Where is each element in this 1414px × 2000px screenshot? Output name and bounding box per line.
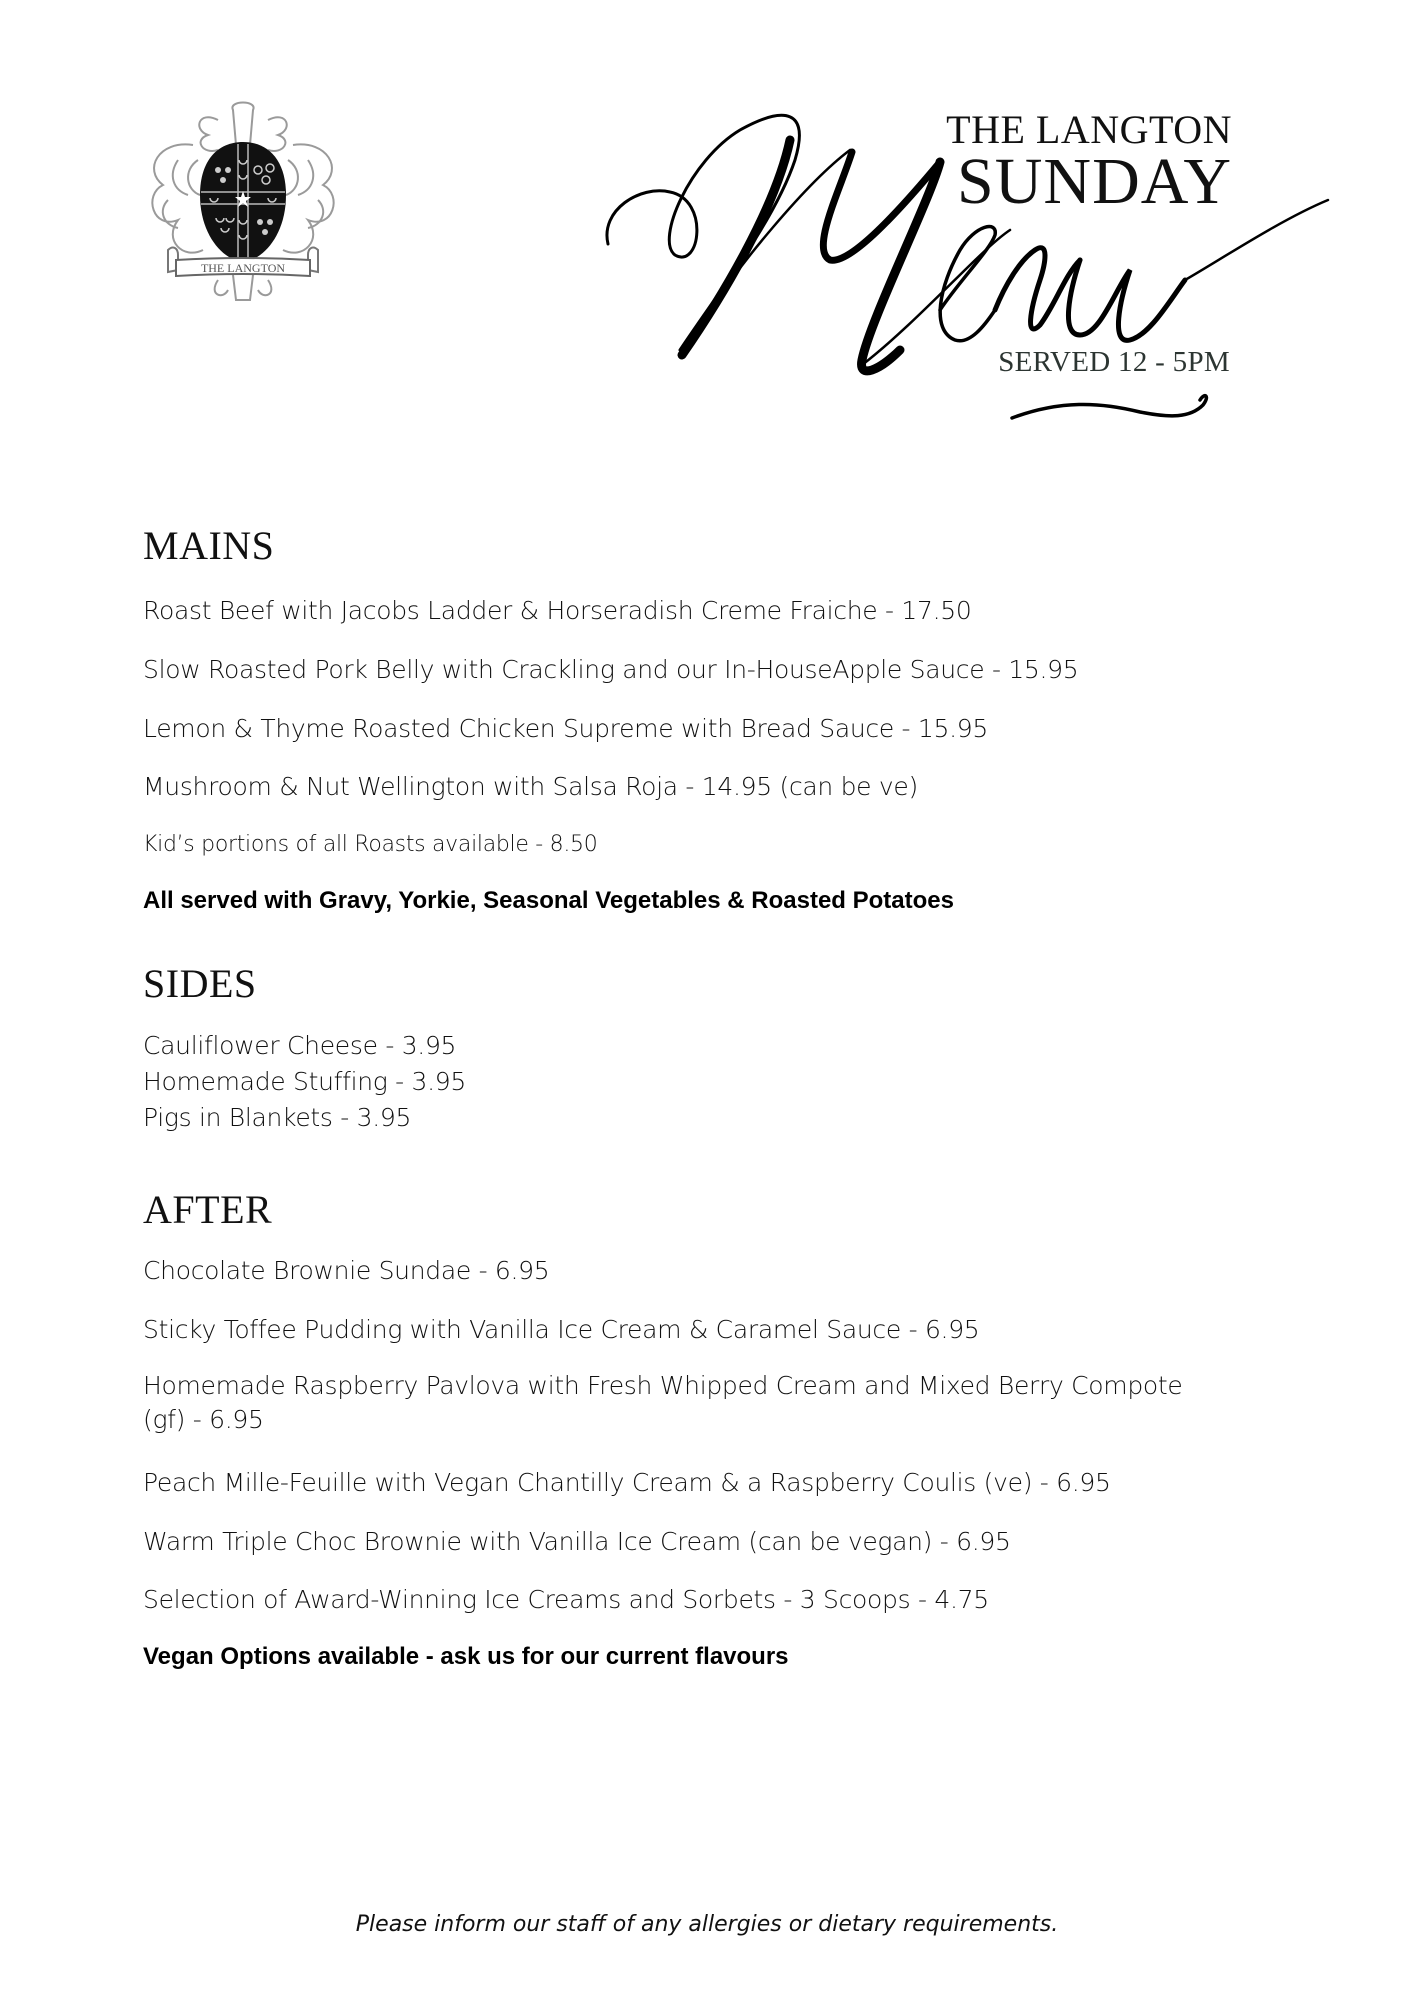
menu-item: Slow Roasted Pork Belly with Crackling and our In-HouseApple Sauce - 15.95 — [143, 655, 1079, 684]
dessert-item: Selection of Award-Winning Ice Creams and Sorbets - 3 Scoops - 4.75 — [143, 1585, 989, 1614]
menu-item: Mushroom & Nut Wellington with Salsa Roja - 14.95 (can be ve) — [143, 772, 918, 801]
coat-of-arms-crest-icon — [138, 100, 348, 305]
allergy-notice: Please inform our staff of any allergies or dietary requirements. — [355, 1912, 1059, 1937]
menu-title-block — [600, 100, 1330, 420]
section-title-mains: MAINS — [143, 523, 275, 568]
menu-item: Lemon & Thyme Roasted Chicken Supreme with Bread Sauce - 15.95 — [143, 714, 988, 743]
kids-portions-note: Kid’s portions of all Roasts available - 8.50 — [143, 832, 598, 857]
dessert-item: Chocolate Brownie Sundae - 6.95 — [143, 1256, 550, 1285]
side-item: Homemade Stuffing - 3.95 — [143, 1067, 466, 1096]
dessert-item: Peach Mille-Feuille with Vegan Chantilly Cream & a Raspberry Coulis (ve) - 6.95 — [143, 1468, 1111, 1497]
mains-served-with-note: All served with Gravy, Yorkie, Seasonal Vegetables & Roasted Potatoes — [143, 887, 954, 914]
side-item: Cauliflower Cheese - 3.95 — [143, 1031, 457, 1060]
vegan-options-note: Vegan Options available - ask us for our current flavours — [143, 1643, 789, 1670]
svg-text:THE LANGTON: THE LANGTON — [200, 261, 286, 275]
serving-hours: SERVED 12 - 5PM — [998, 346, 1230, 378]
menu-item: Roast Beef with Jacobs Ladder & Horseradish Creme Fraiche - 17.50 — [143, 596, 972, 625]
dessert-item: Warm Triple Choc Brownie with Vanilla Ice Cream (can be vegan) - 6.95 — [143, 1527, 1011, 1556]
section-title-sides: SIDES — [143, 961, 257, 1006]
section-title-after: AFTER — [143, 1187, 273, 1232]
menu-day: SUNDAY — [957, 145, 1232, 218]
side-item: Pigs in Blankets - 3.95 — [143, 1103, 412, 1132]
langton-crest-logo — [138, 100, 348, 305]
dessert-item: Homemade Raspberry Pavlova with Fresh Whipped Cream and Mixed Berry Compote (gf) - 6.95 — [143, 1371, 1183, 1434]
dessert-item: Sticky Toffee Pudding with Vanilla Ice Cream & Caramel Sauce - 6.95 — [143, 1315, 980, 1344]
venue-name: THE LANGTON — [946, 107, 1232, 152]
